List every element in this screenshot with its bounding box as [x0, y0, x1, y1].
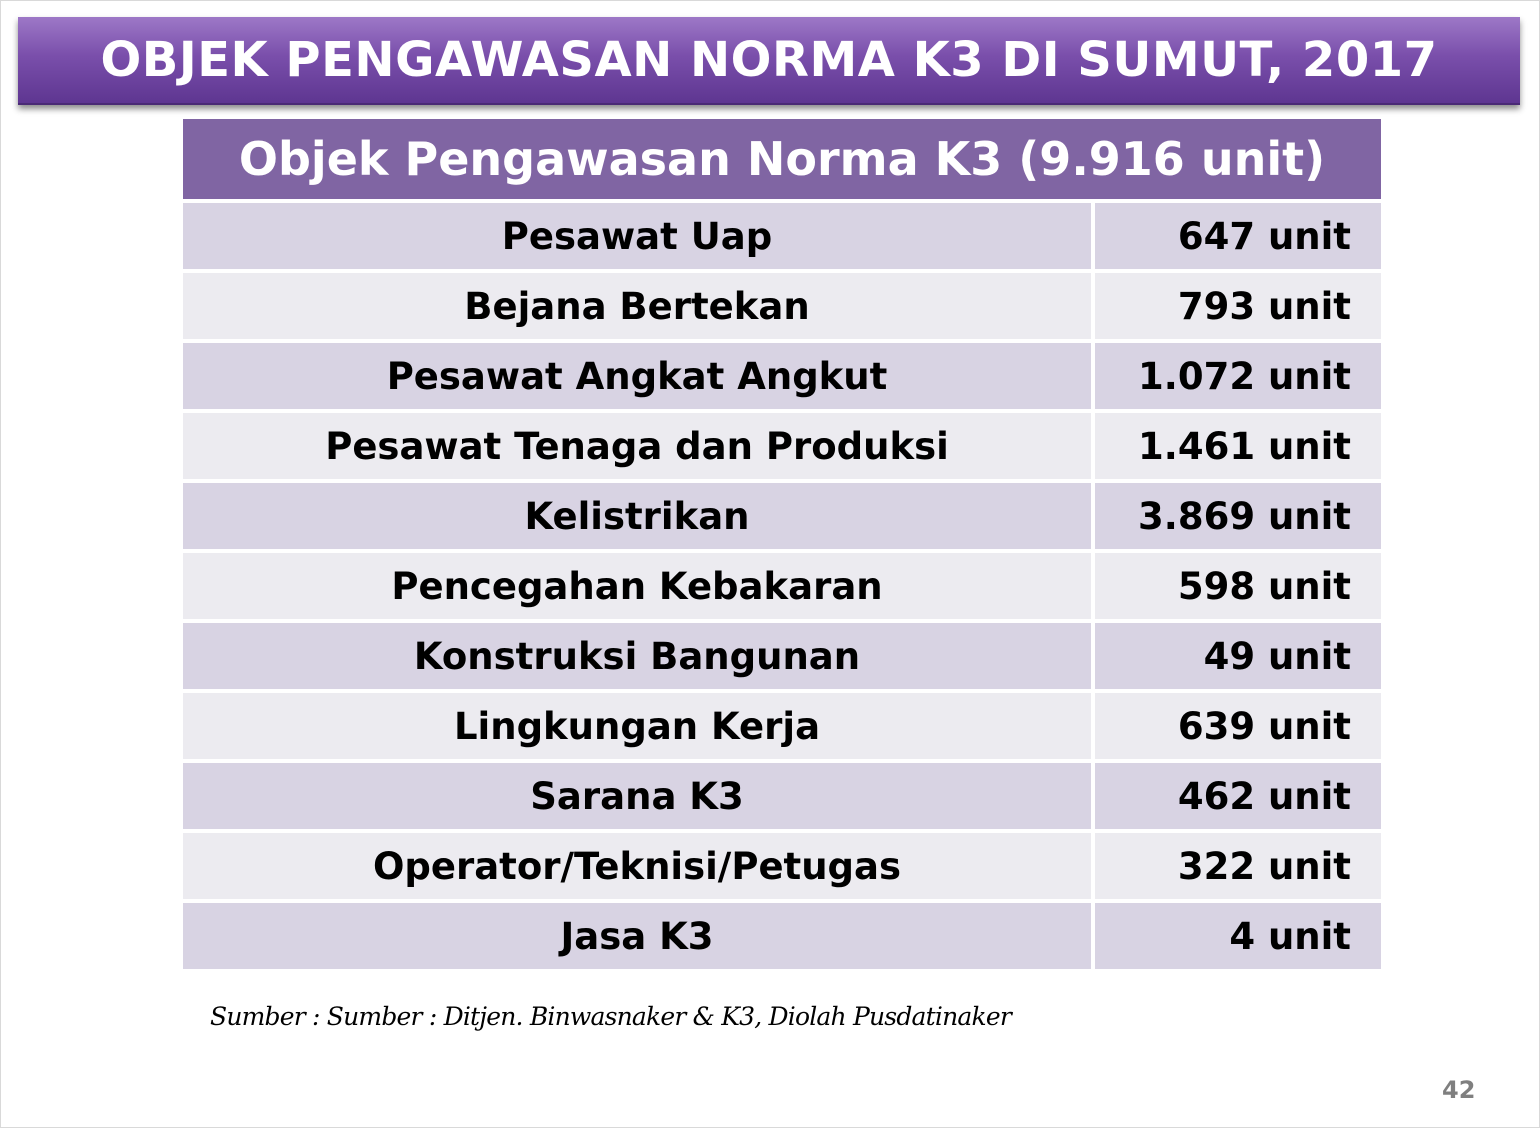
- table-row: [183, 901, 1381, 969]
- row-label: Bejana Bertekan: [183, 271, 1093, 341]
- table-row: [183, 621, 1381, 691]
- row-label: Sarana K3: [183, 761, 1093, 831]
- row-value: 322 unit: [1093, 831, 1381, 901]
- row-value: 647 unit: [1093, 201, 1381, 271]
- row-label: Pencegahan Kebakaran: [183, 551, 1093, 621]
- row-value: 462 unit: [1093, 761, 1381, 831]
- row-value: 793 unit: [1093, 271, 1381, 341]
- row-value: 1.072 unit: [1093, 341, 1381, 411]
- row-value: 49 unit: [1093, 621, 1381, 691]
- row-label: Pesawat Angkat Angkut: [183, 341, 1093, 411]
- source-note: Sumber : Sumber : Ditjen. Binwasnaker & K3, Diolah Pusdatinaker: [210, 1002, 1011, 1031]
- table-row: [183, 341, 1381, 411]
- inspection-objects-table: [183, 119, 1381, 969]
- row-value: 598 unit: [1093, 551, 1381, 621]
- row-label: Konstruksi Bangunan: [183, 621, 1093, 691]
- table-row: [183, 761, 1381, 831]
- row-label: Kelistrikan: [183, 481, 1093, 551]
- slide-title: OBJEK PENGAWASAN NORMA K3 DI SUMUT, 2017: [100, 32, 1438, 88]
- row-value: 1.461 unit: [1093, 411, 1381, 481]
- table-header: Objek Pengawasan Norma K3 (9.916 unit): [183, 119, 1381, 201]
- table-row: [183, 201, 1381, 271]
- table-row: [183, 551, 1381, 621]
- row-label: Pesawat Tenaga dan Produksi: [183, 411, 1093, 481]
- table-row: [183, 481, 1381, 551]
- row-label: Jasa K3: [183, 901, 1093, 969]
- table-row: [183, 271, 1381, 341]
- title-banner: [18, 17, 1520, 105]
- row-label: Operator/Teknisi/Petugas: [183, 831, 1093, 901]
- row-value: 4 unit: [1093, 901, 1381, 969]
- table-row: [183, 411, 1381, 481]
- row-value: 639 unit: [1093, 691, 1381, 761]
- table-row: [183, 831, 1381, 901]
- page-number: 42: [1442, 1076, 1476, 1104]
- row-label: Lingkungan Kerja: [183, 691, 1093, 761]
- row-label: Pesawat Uap: [183, 201, 1093, 271]
- row-value: 3.869 unit: [1093, 481, 1381, 551]
- table-header-row: [183, 119, 1381, 201]
- table-row: [183, 691, 1381, 761]
